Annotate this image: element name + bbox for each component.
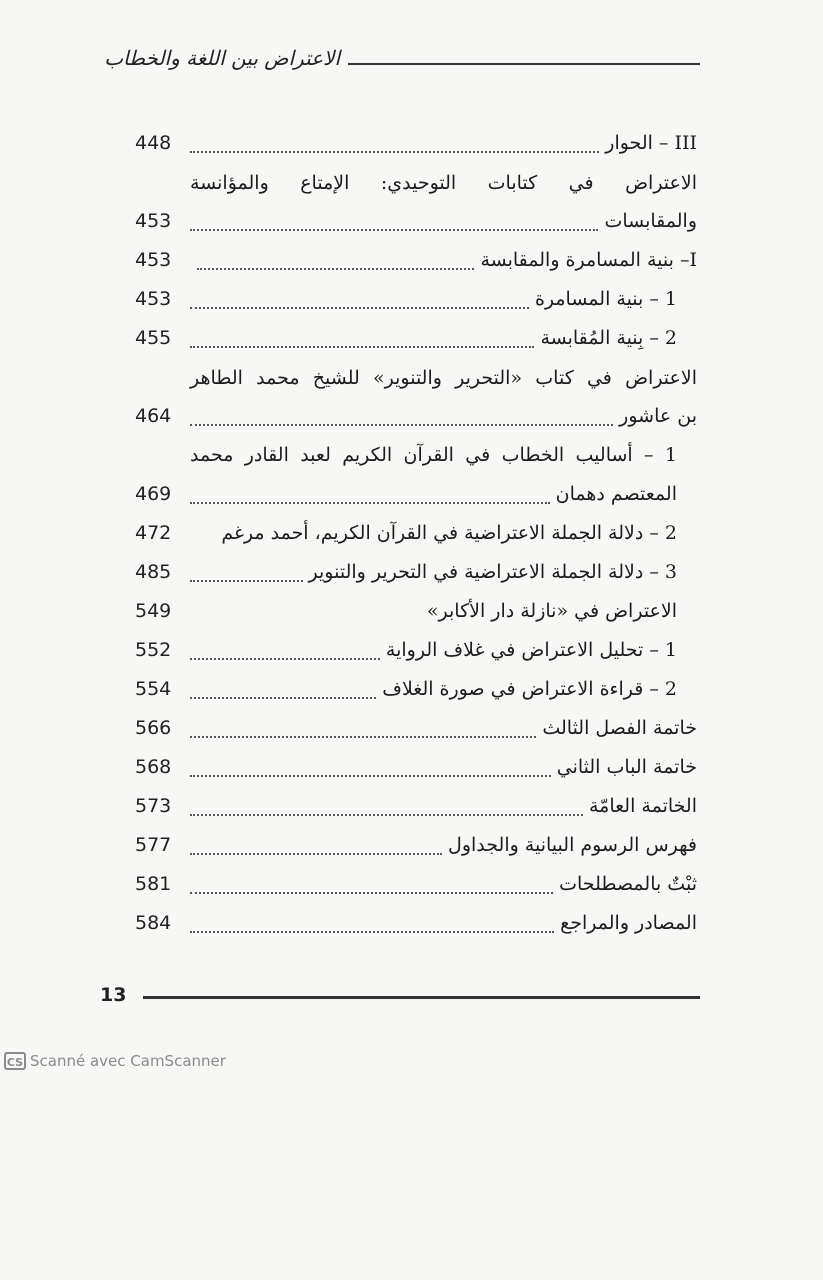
camscanner-logo-icon: CS <box>4 1052 26 1070</box>
toc-line <box>205 518 677 548</box>
toc-line <box>190 557 677 587</box>
toc-page-number: 485 <box>135 561 172 583</box>
toc-page-number: 549 <box>135 600 172 622</box>
dot-leader <box>190 229 598 231</box>
toc-title: 2 – بِنية المُقابسة <box>540 327 677 349</box>
toc-line <box>190 830 697 860</box>
toc-line <box>190 284 677 314</box>
toc-page-number: 453 <box>135 288 172 310</box>
toc-entry <box>135 401 697 433</box>
toc-entry <box>135 908 697 940</box>
dot-leader <box>190 346 534 348</box>
toc-line <box>190 401 697 431</box>
toc-entry <box>135 245 697 277</box>
toc-page-number: 581 <box>135 873 172 895</box>
toc-line <box>190 674 677 704</box>
toc-title-first-line: 1 – أساليب الخطاب في القرآن الكريم لعبد القادر محمد <box>190 444 677 466</box>
toc-page-number: 455 <box>135 327 172 349</box>
toc-entry <box>135 791 697 823</box>
toc-entry <box>135 635 697 667</box>
toc-page-number: 584 <box>135 912 172 934</box>
toc-page-number: 573 <box>135 795 172 817</box>
toc-page-number: 566 <box>135 717 172 739</box>
dot-leader <box>190 424 613 426</box>
toc-title: III – الحوار <box>605 132 697 154</box>
toc-page-number: 552 <box>135 639 172 661</box>
toc-line <box>190 752 697 782</box>
footer-rule <box>143 996 700 999</box>
toc-line <box>190 206 697 236</box>
toc-entry <box>135 518 697 550</box>
page-number: 13 <box>100 984 127 1006</box>
toc-line <box>190 128 697 158</box>
toc-entry <box>135 479 697 511</box>
toc-page-number: 472 <box>135 522 172 544</box>
toc-page-number: 448 <box>135 132 172 154</box>
toc-title: 3 – دلالة الجملة الاعتراضية في التحرير والتنوير <box>308 561 677 583</box>
toc-line <box>197 245 697 275</box>
toc-title: 2 – قراءة الاعتراض في صورة الغلاف <box>382 678 677 700</box>
scanner-watermark-text: Scanné avec CamScanner <box>30 1052 226 1070</box>
toc-entry <box>135 206 697 238</box>
toc-entry <box>135 830 697 862</box>
toc-line <box>190 323 677 353</box>
toc-line <box>190 635 677 665</box>
toc-title: ثبْتٌ بالمصطلحات <box>559 873 697 895</box>
toc-entry <box>135 363 697 395</box>
toc-line <box>385 596 677 626</box>
dot-leader <box>190 736 536 738</box>
toc-entry <box>135 869 697 901</box>
dot-leader <box>190 580 303 582</box>
toc-title-first-line: الاعتراض في كتاب «التحرير والتنوير» للشيخ محمد الطاهر <box>190 367 697 389</box>
dot-leader <box>190 853 442 855</box>
toc-entry <box>135 713 697 745</box>
toc-entry <box>135 284 697 316</box>
dot-leader <box>190 892 553 894</box>
toc-line <box>190 713 697 743</box>
toc-entry <box>135 168 697 200</box>
toc-page-number: 453 <box>135 249 172 271</box>
toc-title: بن عاشور <box>619 405 697 427</box>
dot-leader <box>190 697 376 699</box>
dot-leader <box>190 931 554 933</box>
toc-title: الاعتراض في «نازلة دار الأكابر» <box>426 600 677 622</box>
page-footer <box>100 980 700 1010</box>
toc-entry <box>135 557 697 589</box>
toc-entry <box>135 440 697 472</box>
scanner-watermark <box>4 1050 226 1072</box>
toc-title-first-line: الاعتراض في كتابات التوحيدي: الإمتاع والمؤانسة <box>190 172 697 194</box>
dot-leader <box>190 502 550 504</box>
toc-title: المصادر والمراجع <box>560 912 697 934</box>
toc-entry <box>135 752 697 784</box>
toc-line <box>190 869 697 899</box>
dot-leader <box>190 814 583 816</box>
toc-line <box>190 479 677 509</box>
toc-title: 1 – تحليل الاعتراض في غلاف الرواية <box>385 639 677 661</box>
toc-page-number: 568 <box>135 756 172 778</box>
toc-title: خاتمة الفصل الثالث <box>542 717 697 739</box>
toc-title: والمقابسات <box>604 210 697 232</box>
toc-title: الخاتمة العامّة <box>588 795 697 817</box>
toc-title: I– بنية المسامرة والمقابسة <box>480 249 697 271</box>
toc-entry <box>135 674 697 706</box>
toc-line <box>190 908 697 938</box>
toc-title: 1 – بنية المسامرة <box>534 288 677 310</box>
toc-entry <box>135 323 697 355</box>
header-title: الاعتراض بين اللغة والخطاب <box>104 46 340 70</box>
toc-page-number: 577 <box>135 834 172 856</box>
toc-title: 2 – دلالة الجملة الاعتراضية في القرآن الكريم، أحمد مرغم <box>221 522 677 544</box>
toc-title: المعتصم دهمان <box>555 483 677 505</box>
dot-leader <box>190 151 599 153</box>
dot-leader <box>197 268 474 270</box>
dot-leader <box>190 307 529 309</box>
toc-title: فهرس الرسوم البيانية والجداول <box>448 834 697 856</box>
toc-page-number: 554 <box>135 678 172 700</box>
toc-line <box>190 791 697 821</box>
toc-page-number: 464 <box>135 405 172 427</box>
toc-page-number: 469 <box>135 483 172 505</box>
dot-leader <box>190 775 551 777</box>
dot-leader <box>190 658 380 660</box>
toc-title: خاتمة الباب الثاني <box>556 756 697 778</box>
toc-page-number: 453 <box>135 210 172 232</box>
toc-entry <box>135 596 697 628</box>
toc-entry <box>135 128 697 160</box>
